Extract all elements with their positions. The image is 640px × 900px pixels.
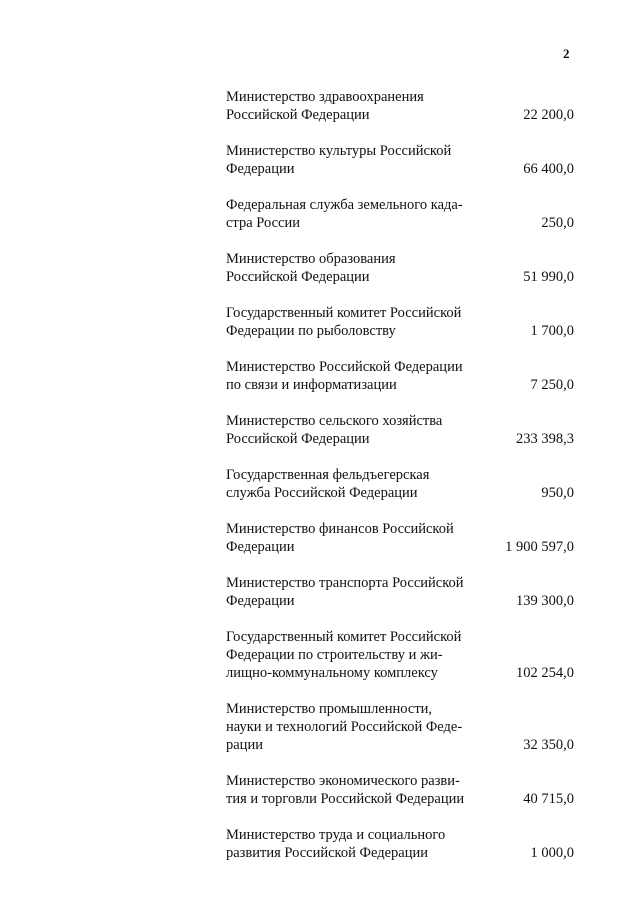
- list-item: [226, 196, 574, 232]
- ministry-name: Государственный комитет Российской Федерации по строительству и жи- лищно-коммунальному комплексу: [226, 629, 462, 681]
- list-item: [226, 826, 574, 862]
- ministry-name: Министерство сельского хозяйства Российской Федерации: [226, 413, 443, 447]
- ministry-name: Министерство образования Российской Федерации: [226, 251, 396, 285]
- list-item: [226, 700, 574, 754]
- amount: 1 000,0: [530, 845, 574, 861]
- list-item: [226, 574, 574, 610]
- list-item: [226, 142, 574, 178]
- list-item: [226, 88, 574, 124]
- ministry-name: Министерство транспорта Российской Федерации: [226, 575, 464, 609]
- ministry-name: Государственная фельдъегерская служба Российской Федерации: [226, 467, 430, 501]
- list-item: [226, 358, 574, 394]
- ministry-name: Министерство культуры Российской Федерации: [226, 143, 452, 177]
- amount: 250,0: [541, 215, 574, 231]
- amount: 66 400,0: [523, 161, 574, 177]
- amount: 139 300,0: [516, 593, 574, 609]
- ministry-name: Министерство финансов Российской Федерации: [226, 521, 454, 555]
- amount: 40 715,0: [523, 791, 574, 807]
- ministry-name: Министерство Российской Федерации по связи и информатизации: [226, 359, 463, 393]
- ministry-name: Министерство промышленности, науки и технологий Российской Феде- рации: [226, 701, 463, 753]
- amount: 7 250,0: [530, 377, 574, 393]
- amount: 51 990,0: [523, 269, 574, 285]
- ministry-name: Министерство экономического разви- тия и торговли Российской Федерации: [226, 773, 465, 807]
- list-item: [226, 466, 574, 502]
- amount: 233 398,3: [516, 431, 574, 447]
- ministry-name: Федеральная служба земельного када- стра России: [226, 197, 463, 231]
- budget-entries-list: [226, 88, 574, 880]
- list-item: [226, 520, 574, 556]
- amount: 102 254,0: [516, 665, 574, 681]
- list-item: [226, 304, 574, 340]
- list-item: [226, 250, 574, 286]
- ministry-name: Министерство здравоохранения Российской Федерации: [226, 89, 424, 123]
- list-item: [226, 772, 574, 808]
- page-number: 2: [563, 46, 570, 61]
- amount: 32 350,0: [523, 737, 574, 753]
- list-item: [226, 628, 574, 682]
- list-item: [226, 412, 574, 448]
- amount: 1 700,0: [530, 323, 574, 339]
- amount: 950,0: [541, 485, 574, 501]
- ministry-name: Министерство труда и социального развития Российской Федерации: [226, 827, 446, 861]
- amount: 1 900 597,0: [505, 539, 574, 555]
- ministry-name: Государственный комитет Российской Федерации по рыболовству: [226, 305, 462, 339]
- amount: 22 200,0: [523, 107, 574, 123]
